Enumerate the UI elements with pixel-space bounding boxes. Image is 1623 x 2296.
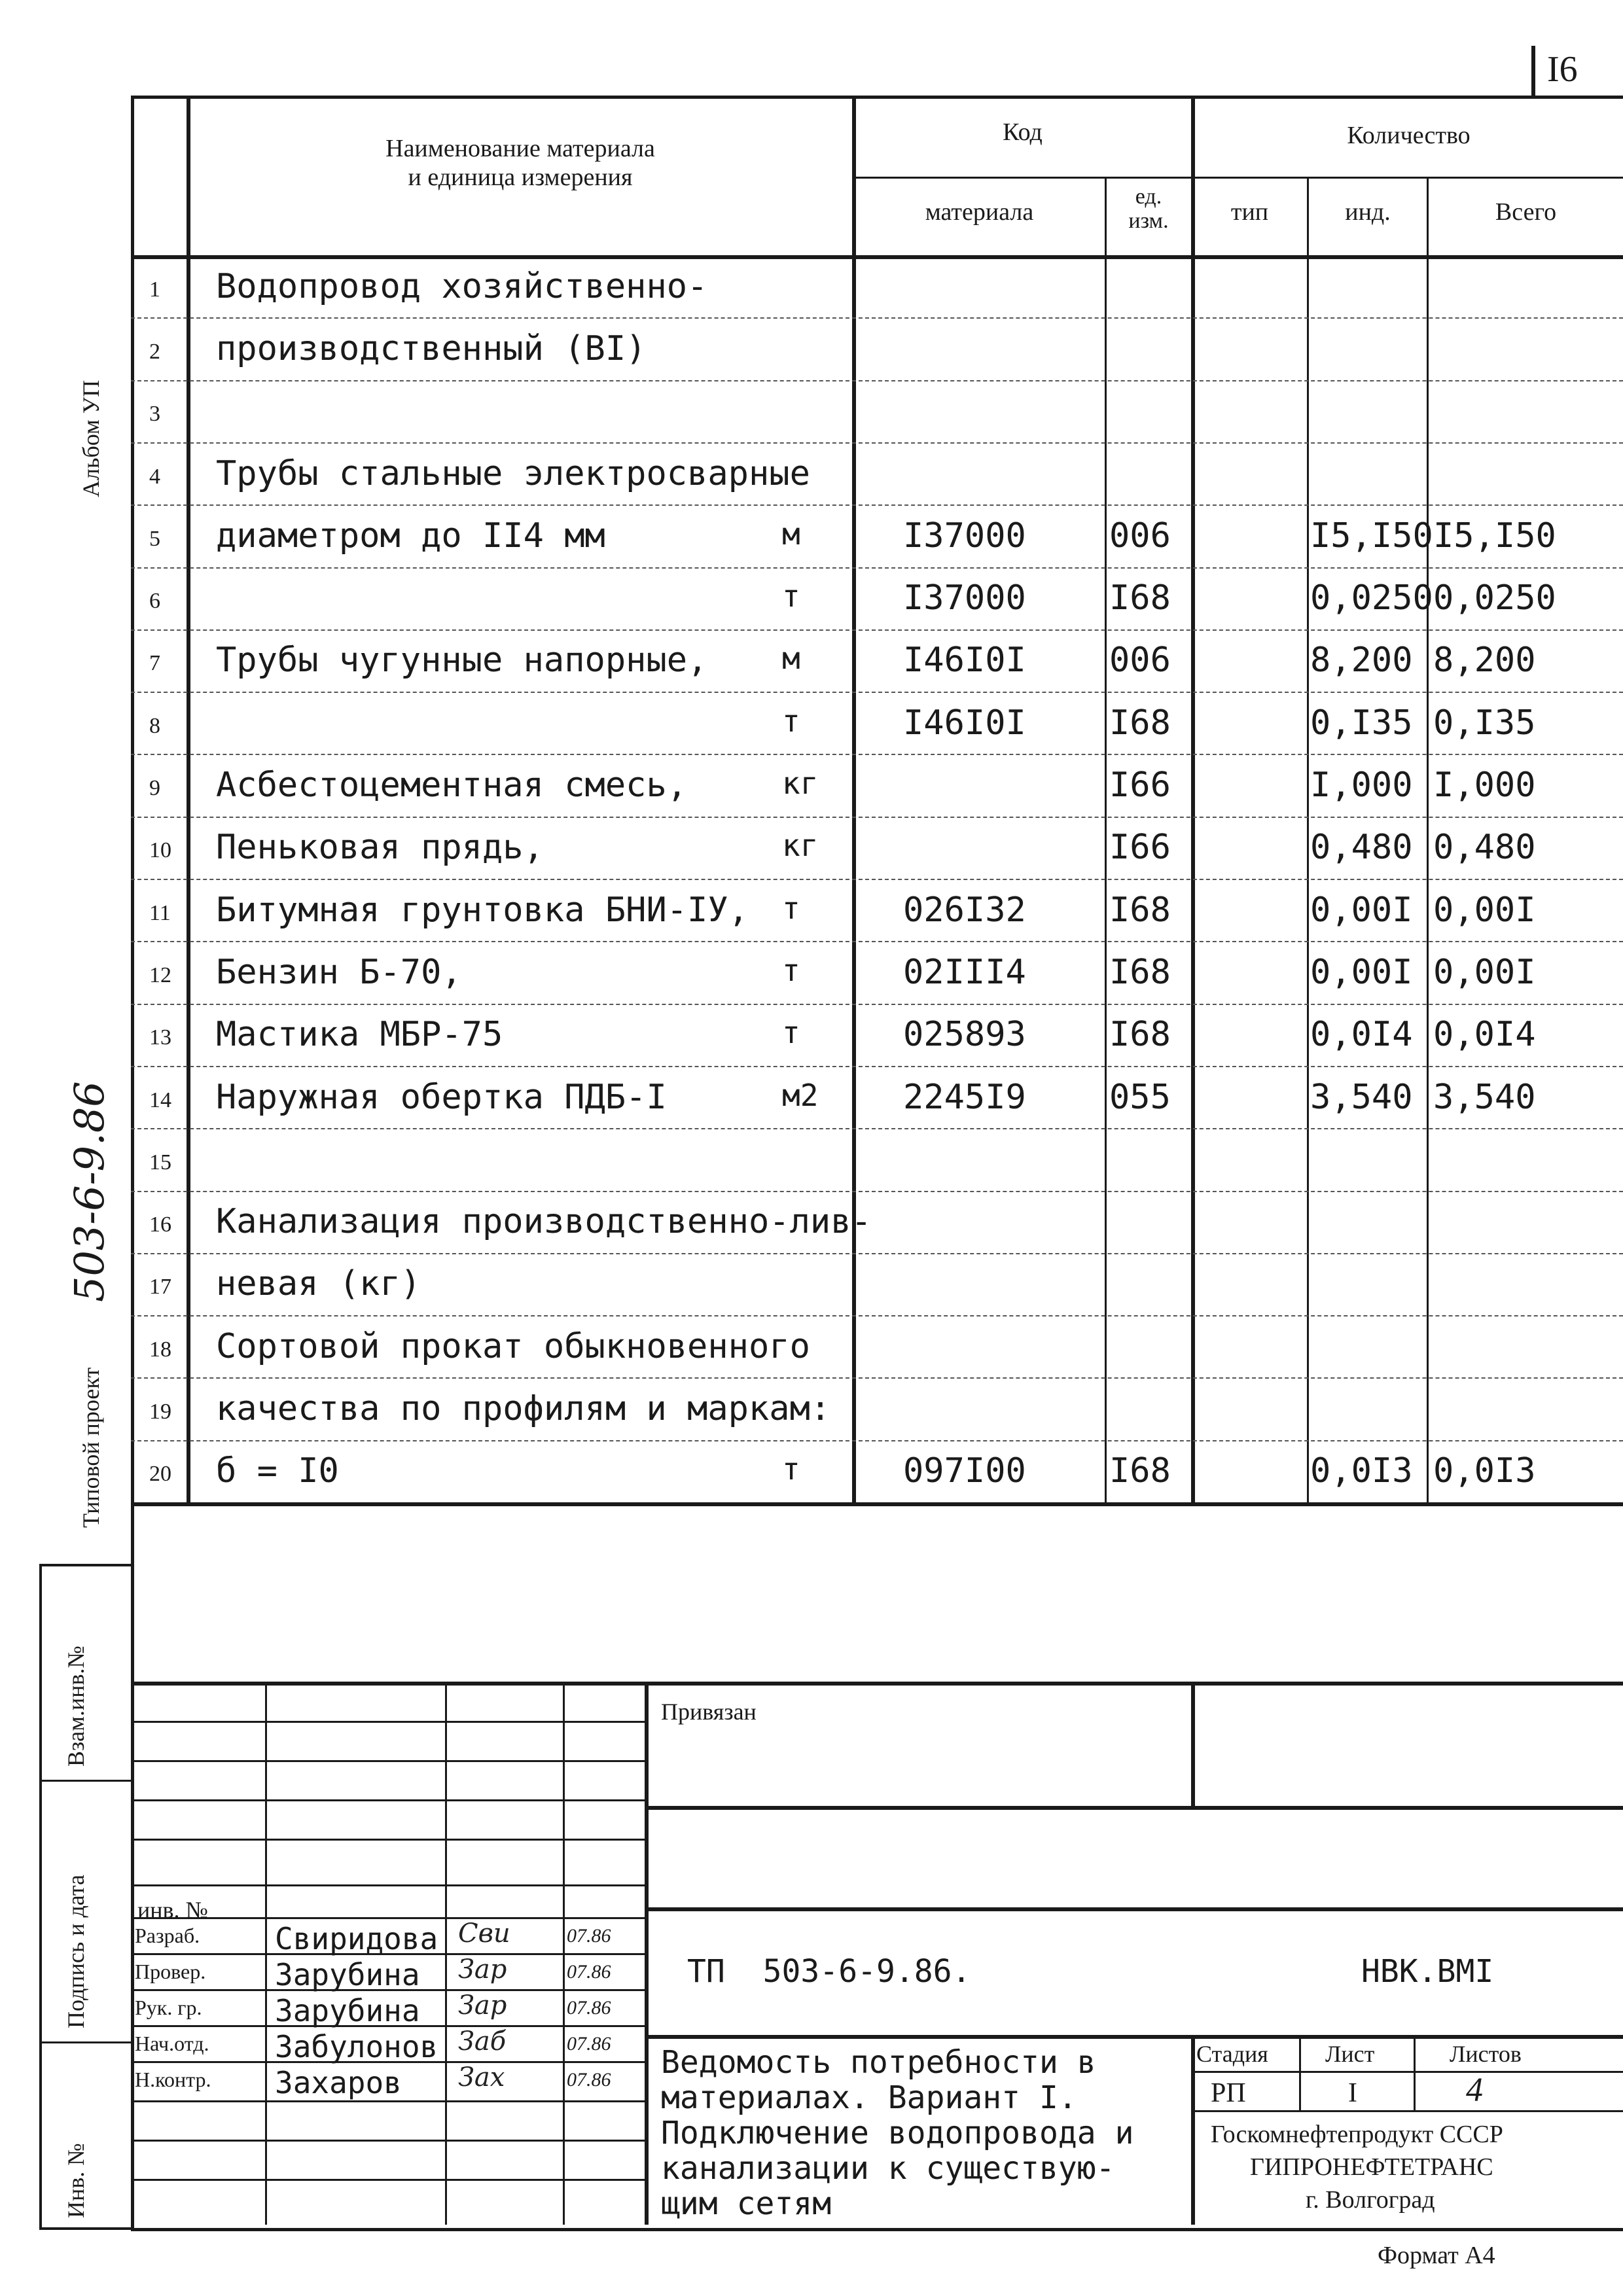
material-name: Пеньковая прядь, [216, 828, 544, 868]
qty-individual: 0,0250 [1310, 578, 1433, 618]
material-name: Бензин Б-70, [216, 952, 462, 992]
header-qty-type: тип [1230, 198, 1269, 226]
header-code-unit [1106, 185, 1191, 234]
unit-code: I68 [1109, 578, 1171, 618]
signature: Зар [458, 1954, 507, 1985]
header-qty-total: Всего [1495, 198, 1557, 226]
title-line-2: материалах. Вариант I. [661, 2079, 1077, 2116]
sheet-number-box [1531, 46, 1623, 98]
role: Провер. [135, 1960, 206, 1983]
material-name: Трубы стальные электросварные [216, 453, 810, 493]
unit: м [782, 641, 800, 677]
header-qty-ind: инд. [1345, 198, 1391, 226]
material-name: Битумная грунтовка БНИ-IУ, [216, 890, 749, 930]
material-name: качества по профилям и маркам: [216, 1389, 831, 1429]
signature: Заб [458, 2026, 507, 2057]
qty-total: 8,200 [1433, 641, 1536, 680]
row-number: 12 [149, 963, 171, 987]
material-name: Водопровод хозяйственно- [216, 266, 708, 306]
stage-value: РП [1211, 2078, 1246, 2108]
album-label: Альбом УП [78, 380, 104, 497]
sign-date: 07.86 [567, 1925, 611, 1947]
material-code: I46I0I [903, 703, 1026, 743]
unit: т [782, 1451, 800, 1487]
title-line-4: канализации к существую- [661, 2150, 1115, 2187]
qty-individual: 0,00I [1310, 890, 1413, 930]
header-name [190, 134, 851, 192]
doc-code: ТП 503-6-9.86. [687, 1953, 971, 1990]
unit-code: I66 [1109, 766, 1171, 805]
sign-date: 07.86 [567, 1997, 611, 2019]
role: Н.контр. [135, 2068, 211, 2091]
sign-date: 07.86 [567, 2069, 611, 2091]
qty-individual: 8,200 [1310, 641, 1413, 680]
qty-total: 3,540 [1433, 1077, 1536, 1117]
material-name: Трубы чугунные напорные, [216, 641, 708, 680]
row-number: 9 [149, 776, 160, 801]
material-name: Мастика МБР-75 [216, 1015, 503, 1055]
row-number: 11 [149, 900, 171, 925]
unit: м2 [782, 1077, 819, 1113]
unit-code: 006 [1109, 641, 1171, 680]
qty-total: I,000 [1433, 766, 1536, 805]
qty-total: I5,I50 [1433, 516, 1556, 556]
qty-total: 0,00I [1433, 952, 1536, 992]
unit: т [782, 952, 800, 988]
row-number: 7 [149, 651, 160, 676]
material-code: I46I0I [903, 641, 1026, 680]
row-number: 2 [149, 339, 160, 364]
row-number: 10 [149, 838, 171, 863]
sign-date: 07.86 [567, 2033, 611, 2055]
qty-individual: 0,0I4 [1310, 1015, 1413, 1055]
qty-individual: I5,I50 [1310, 516, 1433, 556]
material-name: Наружная обертка ПДБ-I [216, 1077, 667, 1117]
role: Разраб. [135, 1924, 200, 1947]
qty-total: 0,00I [1433, 890, 1536, 930]
sheets-value: 4 [1466, 2072, 1483, 2109]
header-quantity: Количество [1347, 122, 1471, 149]
row-number: 18 [149, 1337, 171, 1362]
row-number: 1 [149, 277, 160, 302]
header-name-line1: Наименование материала [385, 135, 655, 162]
title-line-3: Подключение водопровода и [661, 2115, 1134, 2151]
row-number: 13 [149, 1025, 171, 1050]
signature: Зах [458, 2062, 505, 2093]
person-name: Захаров [275, 2065, 402, 2100]
material-name: Канализация производственно-лив- [216, 1202, 872, 1242]
sheet-number: I6 [1547, 49, 1578, 90]
unit-code: I68 [1109, 1015, 1171, 1055]
signature: Сви [458, 1918, 510, 1949]
qty-total: 0,I35 [1433, 703, 1536, 743]
qty-individual: 0,0I3 [1310, 1451, 1413, 1491]
unit: т [782, 1015, 800, 1051]
row-number: 16 [149, 1212, 171, 1237]
unit-code: I68 [1109, 1451, 1171, 1491]
row-number: 4 [149, 464, 160, 489]
qty-total: 0,0I4 [1433, 1015, 1536, 1055]
material-name: невая (кг) [216, 1264, 421, 1304]
material-name: диаметром до II4 мм [216, 516, 605, 556]
unit-code: 006 [1109, 516, 1171, 556]
person-name: Забулонов [275, 2029, 438, 2064]
material-code: I37000 [903, 516, 1026, 556]
unit: кг [782, 766, 819, 802]
material-name: Асбестоцементная смесь, [216, 766, 688, 805]
header-code-unit-line1: ед. [1135, 185, 1162, 209]
unit-code: I68 [1109, 890, 1171, 930]
document-title [661, 2045, 1133, 2221]
paper-format: Формат А4 [1378, 2242, 1495, 2269]
unit: м [782, 516, 800, 552]
signature: Зар [458, 1990, 507, 2021]
title-line-5: щим сетям [661, 2185, 832, 2222]
header-code-material: материала [925, 198, 1034, 226]
sheet-label: Лист [1325, 2041, 1375, 2067]
inv-no-label: Инв. № [63, 2143, 89, 2218]
unit-code: I68 [1109, 952, 1171, 992]
sheet-value: I [1348, 2078, 1357, 2108]
person-name: Зарубина [275, 1957, 420, 1992]
inv-replace-label: Взам.инв.№ [63, 1646, 89, 1767]
title-line-1: Ведомость потребности в [661, 2044, 1096, 2081]
qty-individual: 0,480 [1310, 828, 1413, 868]
row-number: 6 [149, 589, 160, 614]
material-name: б = I0 [216, 1451, 339, 1491]
org-institute: ГИПРОНЕФТЕТРАНС [1250, 2153, 1493, 2181]
material-code: 02III4 [903, 952, 1026, 992]
sign-date-label: Подпись и дата [63, 1875, 89, 2028]
unit-code: 055 [1109, 1077, 1171, 1117]
qty-individual: 0,00I [1310, 952, 1413, 992]
unit: кг [782, 828, 819, 864]
unit: т [782, 890, 800, 926]
header-code: Код [1003, 118, 1043, 146]
stamp-inv-label: инв. № [137, 1897, 208, 1923]
row-number: 5 [149, 526, 160, 551]
row-number: 19 [149, 1400, 171, 1424]
stage-label: Стадия [1196, 2041, 1268, 2067]
person-name: Свиридова [275, 1921, 438, 1956]
role: Нач.отд. [135, 2032, 209, 2055]
qty-individual: 3,540 [1310, 1077, 1413, 1117]
sheets-label: Листов [1450, 2041, 1522, 2067]
header-code-unit-line2: изм. [1128, 209, 1169, 234]
project-label: Типовой проект [78, 1367, 104, 1528]
row-number: 3 [149, 402, 160, 427]
material-code: I37000 [903, 578, 1026, 618]
material-code: 026I32 [903, 890, 1026, 930]
row-number: 8 [149, 713, 160, 738]
doc-mark: НВК.ВМI [1361, 1953, 1494, 1990]
row-number: 17 [149, 1275, 171, 1299]
row-number: 14 [149, 1087, 171, 1112]
header-name-line2: и единица измерения [408, 164, 633, 191]
row-number: 15 [149, 1150, 171, 1174]
role: Рук. гр. [135, 1996, 202, 2019]
material-name: производственный (BI) [216, 328, 647, 368]
qty-total: 0,480 [1433, 828, 1536, 868]
unit: т [782, 578, 800, 614]
attached-label: Привязан [661, 1699, 757, 1725]
row-number: 20 [149, 1462, 171, 1487]
unit-code: I68 [1109, 703, 1171, 743]
material-name: Сортовой прокат обыкновенного [216, 1326, 810, 1366]
project-number: 503-6-9.86 [65, 1081, 113, 1302]
qty-total: 0,0I3 [1433, 1451, 1536, 1491]
unit-code: I66 [1109, 828, 1171, 868]
org-ministry: Госкомнефтепродукт СССР [1211, 2121, 1503, 2148]
material-code: 025893 [903, 1015, 1026, 1055]
sign-date: 07.86 [567, 1961, 611, 1983]
qty-total: 0,0250 [1433, 578, 1556, 618]
qty-individual: I,000 [1310, 766, 1413, 805]
qty-individual: 0,I35 [1310, 703, 1413, 743]
org-city: г. Волгоград [1306, 2186, 1435, 2214]
person-name: Зарубина [275, 1993, 420, 2028]
unit: т [782, 703, 800, 739]
material-code: 097I00 [903, 1451, 1026, 1491]
material-code: 2245I9 [903, 1077, 1026, 1117]
